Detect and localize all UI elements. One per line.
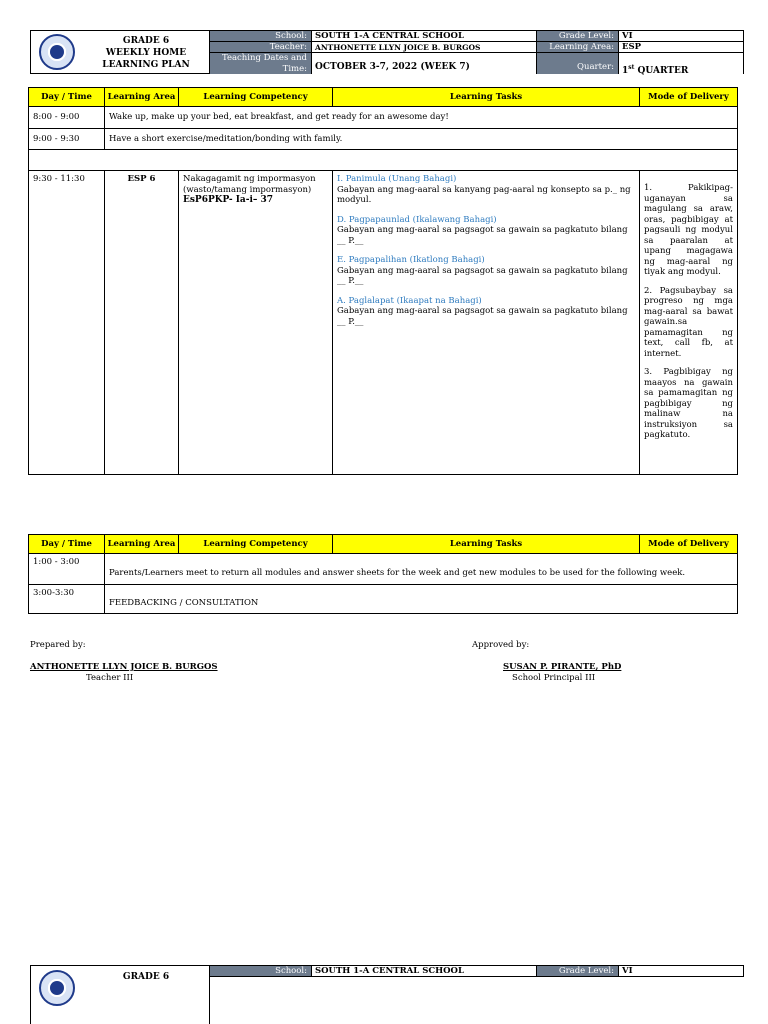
task-item <box>337 215 635 247</box>
row-delivery <box>640 171 738 475</box>
row-time: 9:30 - 11:30 <box>29 171 105 475</box>
task-text: Gabayan ang mag-aaral sa pagsagot sa gawain sa pagkatuto bilang __ P.__ <box>337 265 628 286</box>
table-row <box>29 107 738 129</box>
table-header-row <box>29 535 738 554</box>
row-time: 8:00 - 9:00 <box>29 107 105 129</box>
col-mode-of-delivery: Mode of Delivery <box>640 88 738 107</box>
task-title: D. Pagpapaunlad (Ikalawang Bahagi) <box>337 214 497 225</box>
next-page-info-row <box>210 965 744 977</box>
approved-by-title: School Principal III <box>512 673 596 683</box>
grade-level-label: Grade Level: <box>537 966 619 977</box>
quarter-value <box>619 53 743 74</box>
col-day-time: Day / Time <box>29 88 105 107</box>
header-info-grid <box>210 30 744 74</box>
plan-title-line3: LEARNING PLAN <box>102 60 190 70</box>
plan-title <box>81 35 211 71</box>
task-title: A. Paglalapat (Ikaapat na Bahagi) <box>337 295 482 306</box>
col-day-time: Day / Time <box>29 535 105 554</box>
task-title: I. Panimula (Unang Bahagi) <box>337 174 457 184</box>
col-learning-area: Learning Area <box>105 88 179 107</box>
teaching-dates-label-line2: Time: <box>282 64 307 74</box>
next-page-title: GRADE 6 <box>122 972 170 982</box>
row-learning-area: ESP 6 <box>105 171 179 475</box>
plan-title-line2: WEEKLY HOME <box>105 48 187 58</box>
table-row <box>29 585 738 614</box>
plan-title-line1: GRADE 6 <box>122 36 170 46</box>
quarter-text: QUARTER <box>634 66 689 76</box>
next-page-title-box <box>30 965 210 1024</box>
schedule-table-afternoon <box>28 534 738 614</box>
school-value: SOUTH 1-A CENTRAL SCHOOL <box>312 966 537 977</box>
col-learning-competency: Learning Competency <box>179 88 333 107</box>
prepared-by-label: Prepared by: <box>30 640 86 650</box>
table-row <box>29 171 738 475</box>
task-text: Gabayan ang mag-aaral sa pagsagot sa gawain sa pagkatuto bilang __ P.__ <box>337 225 628 246</box>
grade-level-value: VI <box>619 966 743 977</box>
table-row <box>29 554 738 585</box>
approved-by-label: Approved by: <box>472 640 530 650</box>
grade-level-value: VI <box>619 31 743 42</box>
approved-by-name: SUSAN P. PIRANTE, PhD <box>503 662 622 672</box>
teaching-dates-label-line1: Teaching Dates and <box>221 53 307 63</box>
deped-seal-icon <box>39 34 75 70</box>
row-activity: Wake up, make up your bed, eat breakfast, and get ready for an awesome day! <box>105 107 738 129</box>
col-mode-of-delivery: Mode of Delivery <box>640 535 738 554</box>
task-title: E. Pagpapalihan (Ikatlong Bahagi) <box>337 255 485 265</box>
school-label: School: <box>210 31 312 42</box>
col-learning-tasks: Learning Tasks <box>333 535 640 554</box>
teaching-dates-value: OCTOBER 3-7, 2022 (WEEK 7) <box>312 53 537 74</box>
row-tasks <box>333 171 640 475</box>
learning-area-value: ESP <box>619 42 743 53</box>
teaching-dates-label <box>210 53 312 74</box>
prepared-by-name: ANTHONETTE LLYN JOICE B. BURGOS <box>30 662 218 672</box>
school-value: SOUTH 1-A CENTRAL SCHOOL <box>312 31 537 42</box>
delivery-item: 2. Pagsubaybay sa progreso ng mga mag-aaral sa bawat gawain.sa pamamagitan ng text, call fb, at internet. <box>644 285 733 359</box>
header-title-box <box>30 30 210 74</box>
deped-seal-icon <box>39 970 75 1006</box>
quarter-number: 1 <box>622 66 629 76</box>
col-learning-tasks: Learning Tasks <box>333 88 640 107</box>
teacher-value: ANTHONETTE LLYN JOICE B. BURGOS <box>312 42 537 53</box>
competency-code: EsP6PKP- Ia-i– 37 <box>183 195 274 205</box>
schedule-table-morning <box>28 87 738 475</box>
table-row <box>29 129 738 150</box>
quarter-suffix: st <box>628 64 635 71</box>
row-competency <box>179 171 333 475</box>
task-item <box>337 174 635 206</box>
prepared-by-title: Teacher III <box>86 673 134 683</box>
row-time: 3:00-3:30 <box>29 585 105 614</box>
empty-cell <box>29 150 738 171</box>
delivery-item: 3. Pagbibigay ng maayos na gawain sa pamamagitan ng pagbibigay ng malinaw na instruksiyon sa pagkatuto. <box>644 367 733 440</box>
row-activity: FEEDBACKING / CONSULTATION <box>105 585 738 614</box>
task-text: Gabayan ang mag-aaral sa pagsagot sa gawain sa pagkatuto bilang __ P.__ <box>337 306 628 327</box>
col-learning-competency: Learning Competency <box>179 535 333 554</box>
col-learning-area: Learning Area <box>105 535 179 554</box>
table-header-row <box>29 88 738 107</box>
quarter-label: Quarter: <box>537 53 619 74</box>
delivery-item: 1. Pakikipag-uganayan sa magulang sa araw, oras, pagbibigay at pagsauli ng modyul sa paaralan at upang magagawa ng mag-aaral ng tiyak ang modyul. <box>644 183 733 277</box>
competency-line2: (wasto/tamang impormasyon) <box>183 184 312 195</box>
learning-area-label: Learning Area: <box>537 42 619 53</box>
teacher-label: Teacher: <box>210 42 312 53</box>
row-time: 9:00 - 9:30 <box>29 129 105 150</box>
row-activity: Have a short exercise/meditation/bonding with family. <box>105 129 738 150</box>
grade-level-label: Grade Level: <box>537 31 619 42</box>
competency-line1: Nakagagamit ng impormasyon <box>183 174 316 184</box>
task-text: Gabayan ang mag-aaral sa kanyang pag-aaral ng konsepto sa p._ ng modyul. <box>337 184 631 205</box>
table-spacer-row <box>29 150 738 171</box>
school-label: School: <box>210 966 312 977</box>
task-item <box>337 296 635 328</box>
row-time: 1:00 - 3:00 <box>29 554 105 585</box>
task-item <box>337 255 635 287</box>
row-activity: Parents/Learners meet to return all modules and answer sheets for the week and get new modules to be used for the following week. <box>105 554 738 585</box>
